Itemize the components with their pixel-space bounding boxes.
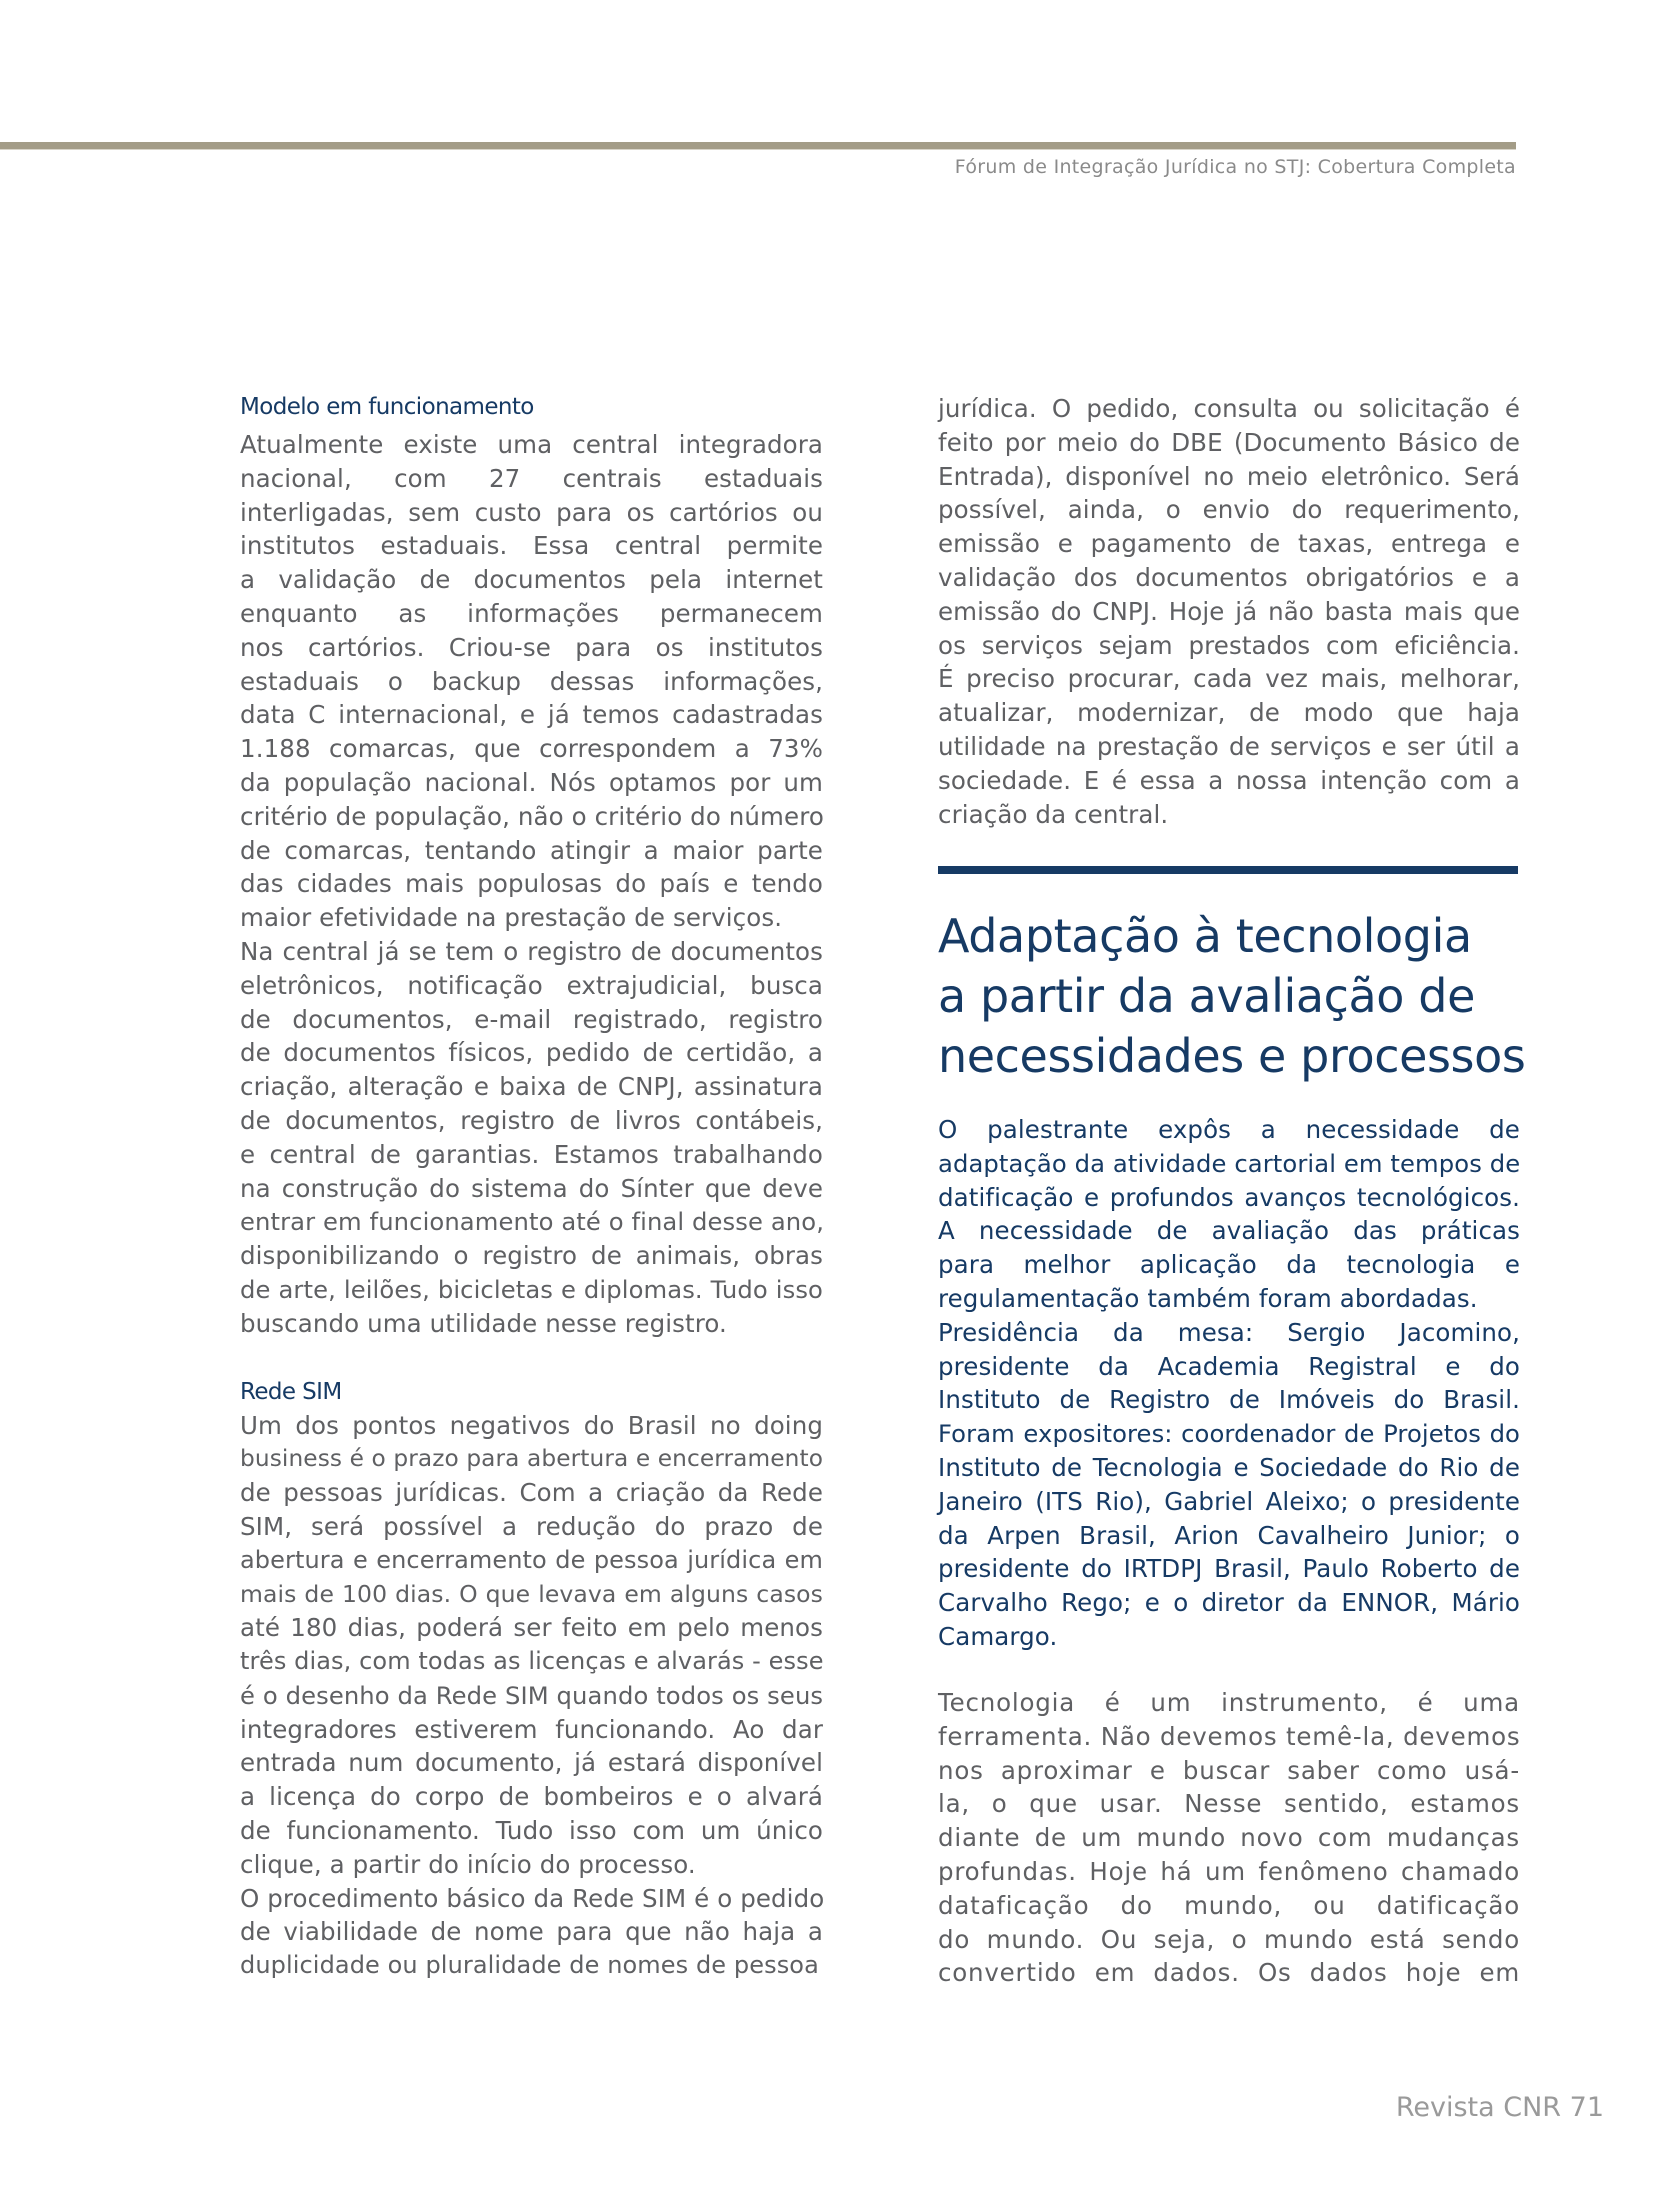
text-line: emissão do CNPJ. Hoje já não basta mais que (938, 596, 1520, 626)
text-line: Instituto de Tecnologia e Sociedade do Rio de (938, 1452, 1520, 1482)
text-line: enquanto as informações permanecem (240, 598, 823, 628)
text-line: até 180 dias, poderá ser feito em pelo menos (240, 1613, 823, 1643)
text-line: data C internacional, e já temos cadastradas (240, 700, 823, 730)
section-title-line: necessidades e processos (938, 1029, 1526, 1083)
text-line: de documentos, e-mail registrado, registro (240, 1004, 823, 1034)
text-line: presidente da Academia Registral e do (938, 1351, 1520, 1381)
text-line: da Arpen Brasil, Arion Cavalheiro Junior; o (938, 1520, 1520, 1550)
text-line: possível, ainda, o envio do requerimento, (938, 495, 1520, 525)
text-line: de pessoas jurídicas. Com a criação da Rede (240, 1478, 823, 1508)
text-line: de viabilidade de nome para que não haja a (240, 1917, 823, 1947)
text-line: criação da central. (938, 799, 1169, 829)
text-line: convertido em dados. Os dados hoje em (938, 1958, 1520, 1988)
section-intro (938, 1113, 1520, 1654)
header-rule (0, 142, 1516, 150)
text-line: jurídica. O pedido, consulta ou solicitação é (938, 394, 1520, 423)
text-line: de funcionamento. Tudo isso com um único (240, 1816, 823, 1846)
text-line: três dias, com todas as licenças e alvarás - esse (240, 1647, 824, 1676)
text-line: nos cartórios. Criou-se para os institutos (240, 632, 823, 662)
section-heading-modelo: Modelo em funcionamento (240, 394, 534, 420)
text-line: do mundo. Ou seja, o mundo está sendo (938, 1924, 1520, 1954)
text-line: disponibilizando o registro de animais, obras (240, 1241, 823, 1271)
text-line: Instituto de Registro de Imóveis do Brasil. (938, 1385, 1520, 1415)
text-line: Presidência da mesa: Sergio Jacomino, (938, 1317, 1520, 1347)
text-line: O procedimento básico da Rede SIM é o pedido (240, 1883, 825, 1913)
text-line: regulamentação também foram abordadas. (938, 1283, 1478, 1313)
text-line: institutos estaduais. Essa central permite (240, 531, 823, 561)
section-body-rede-sim (240, 1409, 823, 1984)
text-line: clique, a partir do início do processo. (240, 1849, 696, 1879)
text-line: validação dos documentos obrigatórios e a (938, 562, 1520, 592)
text-line: interligadas, sem custo para os cartórios ou (240, 497, 823, 527)
text-line: de comarcas, tentando atingir a maior parte (240, 835, 823, 865)
text-line: Tecnologia é um instrumento, é uma (938, 1688, 1520, 1717)
text-line: dataficação do mundo, ou datificação (938, 1890, 1520, 1920)
text-line: os serviços sejam prestados com eficiência. (938, 630, 1520, 660)
text-line: A necessidade de avaliação das práticas (938, 1216, 1520, 1246)
text-line: estaduais o backup dessas informações, (240, 666, 823, 696)
text-line: na construção do sistema do Sínter que deve (240, 1173, 823, 1203)
left-column (240, 390, 823, 1983)
text-line: integradores estiverem funcionando. Ao dar (240, 1714, 823, 1744)
text-line: Carvalho Rego; e o diretor da ENNOR, Mário (938, 1588, 1520, 1618)
text-line: presidente do IRTDPJ Brasil, Paulo Roberto de (938, 1554, 1520, 1584)
text-line: criação, alteração e baixa de CNPJ, assinatura (240, 1072, 823, 1102)
text-line: eletrônicos, notificação extrajudicial, busca (240, 970, 823, 1000)
text-line: Entrada), disponível no meio eletrônico. Será (938, 461, 1520, 491)
text-line: la, o que usar. Nesse sentido, estamos (938, 1789, 1520, 1819)
page-folio: Revista CNR 71 (1395, 2092, 1604, 2123)
text-line: de documentos, registro de livros contábeis, (240, 1105, 823, 1135)
text-line: Camargo. (938, 1621, 1058, 1651)
text-line: O palestrante expôs a necessidade de (938, 1115, 1520, 1144)
text-line: É preciso procurar, cada vez mais, melhorar, (938, 664, 1520, 694)
section-heading-rede-sim: Rede SIM (240, 1378, 342, 1405)
text-line: mais de 100 dias. O que levava em alguns casos (240, 1579, 823, 1608)
section-body-tecnologia (938, 1686, 1520, 1990)
section-title-line: Adaptação à tecnologia (938, 909, 1472, 963)
text-line: Foram expositores: coordenador de Projetos do (938, 1419, 1520, 1449)
text-line: e central de garantias. Estamos trabalhando (240, 1139, 823, 1169)
text-line: da população nacional. Nós optamos por um (240, 767, 823, 797)
text-line: nos aproximar e buscar saber como usá- (938, 1755, 1520, 1785)
text-line: Janeiro (ITS Rio), Gabriel Aleixo; o presidente (938, 1486, 1520, 1516)
text-line: sociedade. E é essa a nossa intenção com a (938, 765, 1520, 795)
text-line: Atualmente existe uma central integradora (240, 430, 823, 459)
text-line: de documentos físicos, pedido de certidão, a (240, 1038, 823, 1068)
text-line: Na central já se tem o registro de documentos (240, 936, 823, 966)
right-column-continuation (938, 392, 1520, 831)
text-line: duplicidade ou pluralidade de nomes de pessoa (240, 1951, 819, 1980)
text-line: diante de um mundo novo com mudanças (938, 1823, 1520, 1853)
section-title (938, 906, 1538, 1086)
text-line: de arte, leilões, bicicletas e diplomas. Tudo isso (240, 1274, 823, 1304)
text-line: a licença do corpo de bombeiros e o alvará (240, 1782, 823, 1812)
text-line: adaptação da atividade cartorial em tempos de (938, 1148, 1521, 1178)
text-line: SIM, será possível a redução do prazo de (240, 1511, 823, 1541)
text-line: das cidades mais populosas do país e tendo (240, 869, 823, 899)
text-line: abertura e encerramento de pessoa jurídica em (240, 1545, 823, 1574)
section-title-line: a partir da avaliação de (938, 969, 1475, 1023)
section-divider (938, 866, 1518, 874)
text-line: atualizar, modernizar, de modo que haja (938, 698, 1520, 728)
text-line: entrar em funcionamento até o final desse ano, (240, 1207, 825, 1237)
text-line: profundas. Hoje há um fenômeno chamado (938, 1856, 1520, 1886)
text-line: nacional, com 27 centrais estaduais (240, 463, 823, 493)
text-line: para melhor aplicação da tecnologia e (938, 1250, 1520, 1280)
text-line: ferramenta. Não devemos temê-la, devemos (938, 1721, 1521, 1751)
text-line: 1.188 comarcas, que correspondem a 73% (240, 734, 823, 764)
text-line: maior efetividade na prestação de serviços. (240, 903, 783, 933)
text-line: utilidade na prestação de serviços e ser útil a (938, 731, 1520, 761)
text-line: emissão e pagamento de taxas, entrega e (938, 529, 1520, 559)
text-line: Um dos pontos negativos do Brasil no doing (240, 1410, 823, 1440)
text-line: feito por meio do DBE (Documento Básico de (938, 427, 1520, 457)
text-line: datificação e profundos avanços tecnológicos. (938, 1182, 1520, 1212)
running-title: Fórum de Integração Jurídica no STJ: Cobertura Completa (954, 156, 1516, 178)
text-line: buscando uma utilidade nesse registro. (240, 1308, 727, 1338)
text-line: entrada num documento, já estará disponível (240, 1748, 823, 1778)
text-line: business é o prazo para abertura e encerramento (240, 1445, 824, 1473)
text-line: a validação de documentos pela internet (240, 565, 823, 595)
text-line: é o desenho da Rede SIM quando todos os seus (240, 1680, 824, 1710)
text-line: critério de população, não o critério do número (240, 801, 824, 831)
section-body-modelo (240, 428, 823, 1341)
